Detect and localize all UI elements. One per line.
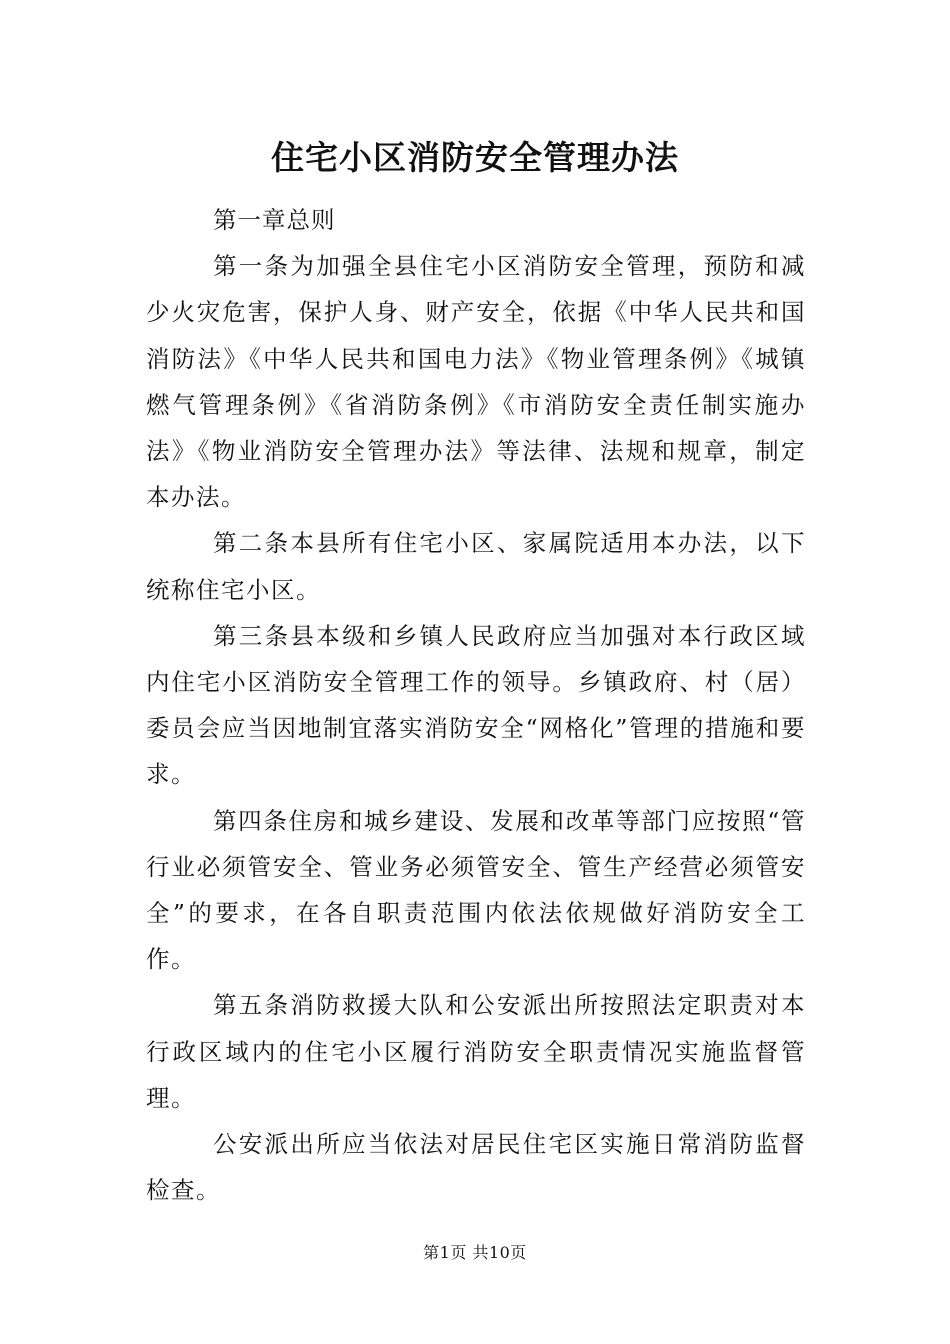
article-5-supplement: 公安派出所应当依法对居民住宅区实施日常消防监督检查。 [146, 1130, 806, 1205]
article-3: 第三条县本级和乡镇人民政府应当加强对本行政区域内住宅小区消防安全管理工作的领导。乡镇政府、村（居）委员会应当因地制宜落实消防安全“网格化”管理的措施和要求。 [146, 621, 806, 789]
page-footer: 第1页 共10页 [423, 1243, 527, 1262]
article-2: 第二条本县所有住宅小区、家属院适用本办法，以下统称住宅小区。 [146, 529, 806, 604]
document-body [146, 197, 806, 1213]
article-5: 第五条消防救援大队和公安派出所按照法定职责对本行政区域内的住宅小区履行消防安全职责情况实施监督管理。 [146, 991, 806, 1112]
article-4: 第四条住房和城乡建设、发展和改革等部门应按照“管行业必须管安全、管业务必须管安全、管生产经营必须管安全”的要求，在各自职责范围内依法依规做好消防安全工作。 [146, 806, 806, 974]
chapter-heading: 第一章总则 [212, 206, 336, 234]
article-1: 第一条为加强全县住宅小区消防安全管理，预防和减少火灾危害，保护人身、财产安全，依据《中华人民共和国消防法》《中华人民共和国电力法》《物业管理条例》《城镇燃气管理条例》《省消防条例》《市消防安全责任制实施办法》《物业消防安全管理办法》等法律、法规和规章，制定本办法。 [146, 252, 806, 512]
document-title: 住宅小区消防安全管理办法 [271, 138, 679, 177]
